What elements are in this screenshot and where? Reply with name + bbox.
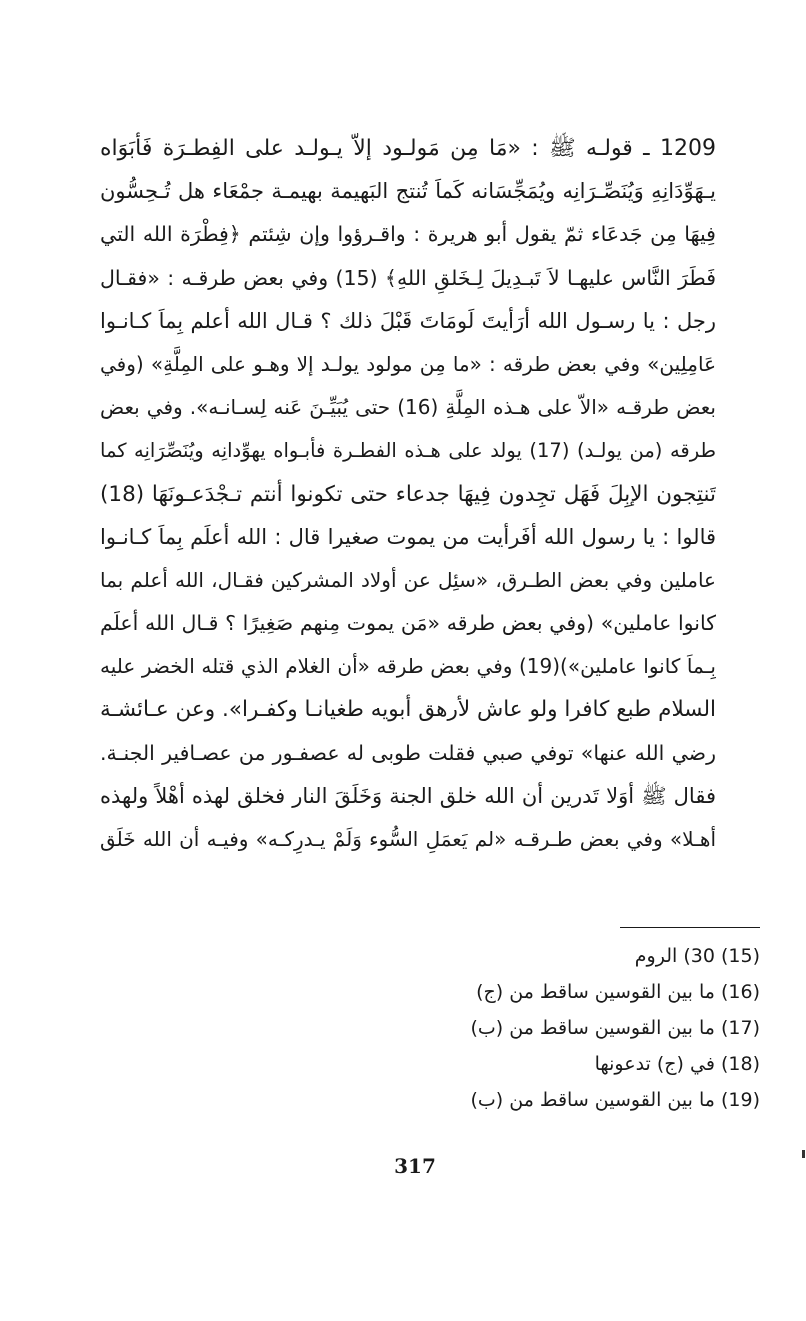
text-line: فقال ﷺ أوَلا تَدرين أن الله خلق الجنة وَخَلَقَ النار فخلق لهذه أهْلاً ولهذه [100,783,716,808]
footnote-item: (18) في (ج) تدعونها [594,1053,760,1075]
text-line: السلام طبع كافرا ولو عاش لأرهق أبويه طغيانـا وكفـرا». وعن عـائشـة [100,697,716,723]
footnote-item: (19) ما بين القوسين ساقط من (ب) [470,1089,760,1111]
text-line: فَطَرَ النَّاس عليهـا لاَ تَبـدِيلَ لِـخَلقِ اللهِ﴾ (15) وفي بعض طرقـه : «فقـال [100,265,716,290]
text-line: رضي الله عنها» توفي صبي فقلت طوبى له عصفـور من عصـافير الجنـة. [100,740,716,765]
footnote-item: (15) 30) الروم [634,945,760,967]
text-line: طرقه (من يولـد) (17) يولد على هـذه الفطـرة فأبـواه يهوِّدانِه ويُنَصِّرَانِه كما [100,439,716,463]
page-number: 317 [394,1154,436,1178]
text-line: أهـلا» وفي بعض طـرقـه «لم يَعمَلِ السُّوء وَلَمْ يـدرِكـه» وفيـه أن الله خَلَق [100,827,716,851]
text-line: تَنتِجون الإبِلَ فَهَل تجِدون فِيهَا جدعاء حتى تكونوا أنتم تـجْدَعـونَهَا (18) [100,481,716,507]
text-line: كانوا عاملين» (وفي بعض طرقه «مَن يموت مِنهم صَغِيرًا ؟ قـال الله أعلَم [100,611,716,636]
text-line: فِيهَا مِن جَدعَاء ثمّ يقول أبو هريرة : واقـرؤوا وإن شِئتم ﴿فِطْرَة الله التي [100,222,716,247]
footnote-item: (17) ما بين القوسين ساقط من (ب) [470,1017,760,1039]
text-line: يـهَوِّدَانِهِ وَيُنَصِّـرَانِه ويُمَجِّسَانه كَماَ تُنتج البَهيمة بهيمـة جمْعَاء هل تُـحِسُّون [100,179,716,204]
text-line: عَامِلِين» وفي بعض طرقه : «ما مِن مولود يولـد إلا وهـو على المِلَّةِ» (وفي [100,351,716,376]
text-line: رجل : يا رسـول الله أرَأيتَ لَومَاتَ قَبْلَ ذلك ؟ قـال الله أعلم بِماَ كـانـوا [100,308,716,333]
footnotes-block [300,938,760,1118]
footnote-divider [620,927,760,928]
text-line: بِـماَ كانوا عاملين»)(19) وفي بعض طرقه «أن الغلام الذي قتله الخضر عليه [100,654,716,679]
text-line: 1209 ـ قولـه ﷺ : «مَا مِن مَولـود إلاّ يـولـد على الفِطـرَة فَأبَوَاه [100,136,716,161]
footnote-item: (16) ما بين القوسين ساقط من (ج) [476,981,760,1003]
text-line: قالوا : يا رسول الله أفَرأيت من يموت صغيرا قال : الله أعلَم بِماَ كـانـوا [100,524,716,549]
main-text-block [100,127,716,861]
text-line: بعض طرقـه «الاّ على هـذه المِلَّةِ (16) حتى يُبَيِّـنَ عَنه لِسـانـه». وفي بعض [100,395,716,420]
text-line: عاملين وفي بعض الطـرق، «سئِل عن أولاد المشركين فقـال، الله أعلم بما [100,567,716,592]
scan-margin-mark [802,1150,805,1158]
